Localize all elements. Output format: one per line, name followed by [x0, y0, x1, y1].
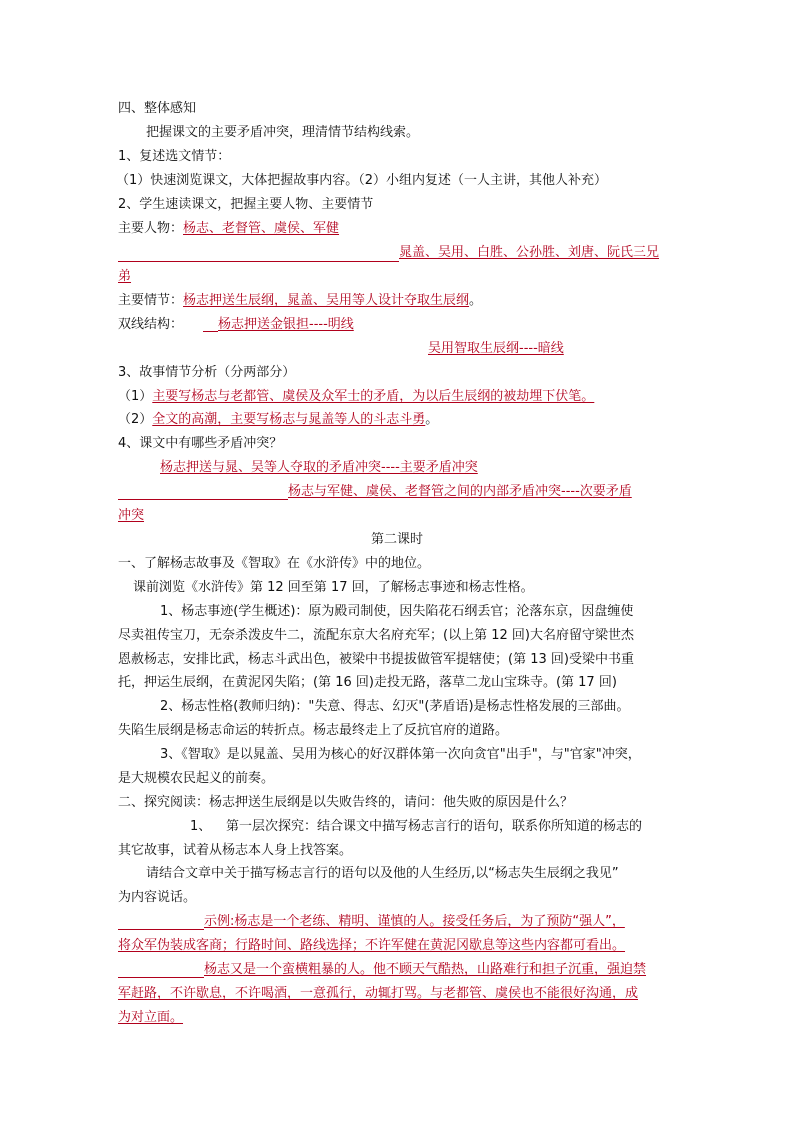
section-2-heading: 二、探究阅读：杨志押送生辰纲是以失败告终的，请问：他失败的原因是什么？	[118, 795, 574, 810]
yang-zhi-character-1: 2、杨志性格(教师归纳)："失意、得志、幻灭"(茅盾语)是杨志性格发展的三部曲。	[160, 699, 630, 714]
example-answer-1: 示例:杨志是一个老练、精明、谨慎的人。接受任务后，为了预防“强人”，	[204, 914, 625, 929]
question-2: 2、学生速读课文，把握主要人物、主要情节	[118, 197, 374, 212]
question-3-part-2	[118, 412, 438, 428]
dual-structure-hidden-line: 吴用智取生辰纲----暗线	[428, 341, 564, 356]
main-characters-row	[118, 221, 339, 237]
main-characters-answer: 杨志、老督管、虞侯、军健	[183, 221, 340, 236]
item-number: （2）	[118, 412, 153, 427]
main-plot-label: 主要情节：	[118, 293, 184, 308]
question-3-part-1	[118, 389, 594, 405]
yang-zhi-deeds-1: 1、杨志事迹(学生概述)：原为殿司制使，因失陷花石纲丢官；沦落东京，因盘缠使	[160, 604, 634, 619]
zhiqu-significance-1: 3、《智取》是以晁盖、吴用为核心的好汉群体第一次向贪官"出手"，与"官家"冲突，	[160, 747, 641, 762]
answer-blank-line	[203, 331, 218, 332]
inquiry-1-number: 1、	[190, 819, 212, 834]
main-characters-label: 主要人物：	[118, 221, 184, 236]
dual-structure-label: 双线结构：	[118, 317, 184, 332]
example-answer-5: 为对立面。	[118, 1010, 184, 1025]
answer-blank-line	[118, 499, 288, 500]
conflict-primary: 杨志押送与晁、吴等人夺取的矛盾冲突----主要矛盾冲突	[160, 460, 478, 475]
section-1-preview: 课前浏览《水浒传》第 12 回至第 17 回，了解杨志事迹和杨志性格。	[133, 580, 534, 595]
lesson-2-title: 第二课时	[370, 532, 423, 547]
speaking-task-1: 请结合文章中关于描写杨志言行的语句以及他的人生经历,以“杨志失生辰纲之我见”	[146, 866, 619, 881]
zhiqu-significance-2: 是大规模农民起义的前奏。	[118, 771, 275, 786]
section-heading-4: 四、整体感知	[118, 101, 197, 116]
speaking-task-2: 为内容说话。	[118, 890, 197, 905]
yang-zhi-deeds-3: 恩赦杨志，安排比武，杨志斗武出色，被梁中书提拔做管军提辖使；(第 13 回)受梁中书重	[118, 652, 634, 667]
question-3: 3、故事情节分析（分两部分）	[118, 365, 296, 380]
main-plot-answer: 杨志押送生辰纲，晁盖、吴用等人设计夺取生辰纲	[183, 293, 470, 308]
item-number: （1）	[118, 389, 153, 404]
section-1-heading: 一、了解杨志故事及《智取》在《水浒传》中的地位。	[118, 556, 431, 571]
yang-zhi-deeds-4: 托，押运生辰纲，在黄泥冈失陷；(第 16 回)走投无路，落草二龙山宝珠寺。(第 17 回)	[118, 675, 617, 690]
question-1: 1、复述选文情节：	[118, 149, 231, 164]
answer-blank-line	[118, 977, 204, 978]
inquiry-1-line-2: 其它故事，试着从杨志本人身上找答案。	[118, 843, 353, 858]
conflict-secondary: 杨志与军健、虞侯、老督管之间的内部矛盾冲突----次要矛盾	[288, 484, 632, 499]
conflict-secondary-cont: 冲突	[118, 508, 145, 523]
yang-zhi-deeds-2: 尽卖祖传宝刀，无奈杀泼皮牛二，流配东京大名府充军；(以上第 12 回)大名府留守梁世杰	[118, 628, 634, 643]
yang-zhi-character-2: 失陷生辰纲是杨志命运的转折点。杨志最终走上了反抗官府的道路。	[118, 723, 509, 738]
period: 。	[425, 412, 439, 427]
main-plot-row	[118, 293, 482, 309]
question-1-detail: （1）快速浏览课文，大体把握故事内容。（2）小组内复述（一人主讲，其他人补充）	[116, 173, 608, 188]
example-answer-4: 军赶路，不许歇息，不许喝酒，一意孤行，动辄打骂。与老都管、虞侯也不能很好沟通，成	[118, 986, 639, 1001]
question-3-part-2-answer: 全文的高潮，主要写杨志与晁盖等人的斗志斗勇	[152, 412, 426, 427]
example-answer-3: 杨志又是一个蛮横粗暴的人。他不顾天气酷热，山路难行和担子沉重，强迫禁	[204, 962, 647, 977]
main-characters-answer-2: 晁盖、吴用、白胜、公孙胜、刘唐、阮氏三兄	[399, 245, 660, 260]
question-3-part-1-answer: 主要写杨志与老都管、虞侯及众军士的矛盾，为以后生辰纲的被劫埋下伏笔。	[152, 389, 595, 404]
overview-intro: 把握课文的主要矛盾冲突，理清情节结构线索。	[146, 125, 420, 140]
question-4: 4、课文中有哪些矛盾冲突？	[118, 436, 283, 451]
answer-blank-line	[118, 261, 399, 262]
dual-structure-open-line: 杨志押送金银担----明线	[218, 317, 354, 332]
main-plot-period: 。	[469, 293, 483, 308]
main-characters-answer-3: 弟	[118, 269, 132, 284]
example-answer-2: 将众军伪装成客商；行路时间、路线选择；不许军健在黄泥冈歇息等这些内容都可看出。	[118, 938, 626, 953]
answer-blank-line	[118, 929, 204, 930]
inquiry-1-line-1: 第一层次探究：结合课文中描写杨志言行的语句，联系你所知道的杨志的	[226, 819, 643, 834]
